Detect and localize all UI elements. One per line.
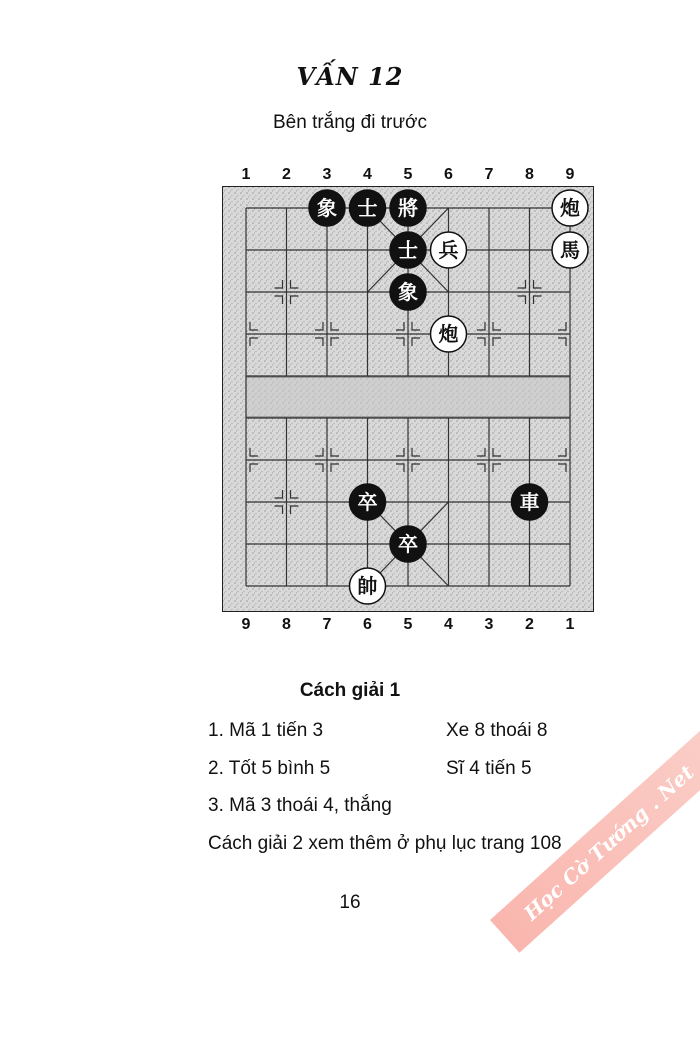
black-piece bbox=[390, 274, 426, 310]
file-number: 3 bbox=[322, 166, 332, 183]
xiangqi-board bbox=[222, 186, 594, 612]
piece-glyph: 士 bbox=[357, 196, 378, 220]
file-number: 2 bbox=[282, 166, 291, 183]
piece-glyph: 士 bbox=[398, 238, 418, 262]
solution-heading: Cách giải 1 bbox=[299, 680, 401, 701]
move-2-white: 2. Tốt 5 bình 5 bbox=[208, 758, 331, 779]
black-piece bbox=[512, 484, 548, 520]
file-number: 8 bbox=[282, 616, 291, 633]
piece-glyph: 將 bbox=[398, 196, 418, 220]
white-piece bbox=[350, 568, 386, 604]
watermark-banner: Học Cờ Tướng . Net bbox=[490, 699, 700, 953]
page-subtitle: Bên trắng đi trước bbox=[272, 112, 428, 133]
file-number: 6 bbox=[444, 166, 453, 183]
white-piece bbox=[431, 232, 467, 268]
river bbox=[246, 377, 570, 417]
top-file-numbers bbox=[0, 166, 700, 188]
file-number: 2 bbox=[525, 616, 534, 633]
file-number: 7 bbox=[484, 166, 494, 183]
move-1-white: 1. Mã 1 tiến 3 bbox=[208, 720, 324, 741]
move-2-black: Sĩ 4 tiến 5 bbox=[446, 758, 532, 779]
piece-glyph: 象 bbox=[398, 280, 418, 304]
piece-glyph: 炮 bbox=[560, 196, 580, 220]
piece-glyph: 炮 bbox=[438, 322, 459, 346]
piece-glyph: 卒 bbox=[398, 532, 418, 556]
white-piece bbox=[552, 190, 588, 226]
file-number: 7 bbox=[322, 616, 332, 633]
white-piece bbox=[431, 316, 467, 352]
file-number: 1 bbox=[241, 166, 251, 183]
file-number: 5 bbox=[403, 616, 413, 633]
piece-glyph: 馬 bbox=[560, 238, 580, 262]
page-title: VẤN 12 bbox=[296, 62, 404, 91]
piece-glyph: 象 bbox=[317, 196, 337, 220]
move-1-black: Xe 8 thoái 8 bbox=[446, 720, 548, 741]
black-piece bbox=[309, 190, 345, 226]
file-number: 3 bbox=[484, 616, 494, 633]
black-piece bbox=[390, 190, 426, 226]
piece-glyph: 卒 bbox=[357, 490, 378, 514]
black-piece bbox=[350, 484, 386, 520]
file-number: 4 bbox=[363, 166, 372, 183]
file-number: 8 bbox=[525, 166, 534, 183]
file-number: 5 bbox=[403, 166, 413, 183]
file-number: 9 bbox=[241, 616, 251, 633]
file-number: 9 bbox=[565, 166, 575, 183]
solution-note: Cách giải 2 xem thêm ở phụ lục trang 108 bbox=[208, 833, 562, 854]
file-number: 6 bbox=[363, 616, 372, 633]
file-number: 1 bbox=[565, 616, 575, 633]
white-piece bbox=[552, 232, 588, 268]
black-piece bbox=[390, 232, 426, 268]
file-number: 4 bbox=[444, 616, 453, 633]
black-piece bbox=[390, 526, 426, 562]
piece-glyph: 車 bbox=[519, 490, 540, 514]
bottom-file-numbers bbox=[0, 616, 700, 638]
black-piece bbox=[350, 190, 386, 226]
piece-glyph: 兵 bbox=[438, 238, 459, 262]
piece-glyph: 帥 bbox=[357, 574, 378, 598]
move-3-white: 3. Mã 3 thoái 4, thắng bbox=[208, 795, 392, 816]
page-number: 16 bbox=[339, 892, 361, 913]
